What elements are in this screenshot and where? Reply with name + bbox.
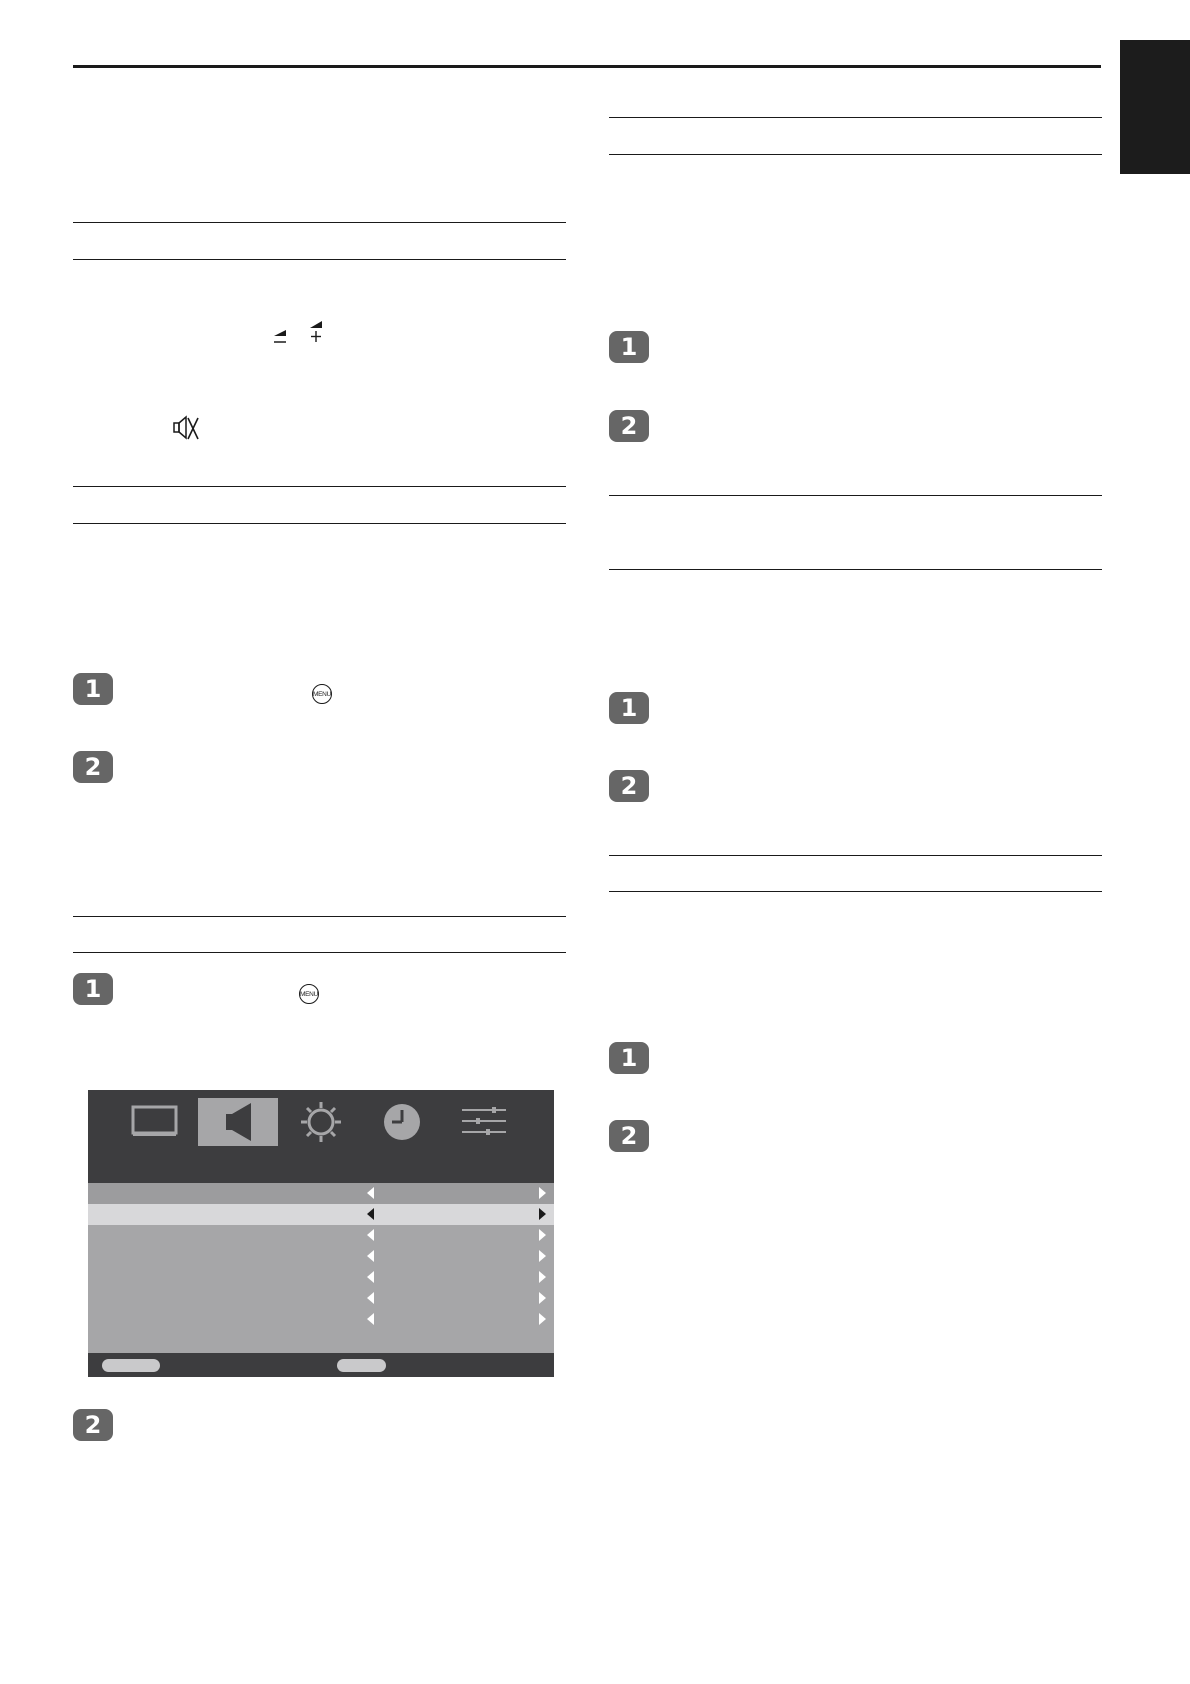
page-top-rule — [73, 65, 1101, 68]
left-arrow-icon[interactable] — [367, 1292, 374, 1304]
osd-menu-row[interactable] — [88, 1267, 554, 1288]
left-arrow-icon[interactable] — [367, 1187, 374, 1199]
step-1-badge: 1 — [73, 973, 113, 1005]
step-1-badge: 1 — [609, 692, 649, 724]
section-rule — [609, 495, 1102, 496]
right-arrow-icon[interactable] — [539, 1313, 546, 1325]
osd-menu-tabs — [88, 1090, 554, 1188]
section-rule — [609, 117, 1102, 118]
section-rule — [73, 222, 566, 223]
footer-key-pill[interactable] — [337, 1359, 386, 1372]
right-arrow-icon[interactable] — [539, 1250, 546, 1262]
right-arrow-icon[interactable] — [539, 1271, 546, 1283]
osd-menu-items — [88, 1183, 554, 1353]
step-1-badge: 1 — [73, 673, 113, 705]
osd-menu-row[interactable] — [88, 1288, 554, 1309]
osd-menu-row[interactable] — [88, 1183, 554, 1204]
footer-key-pill[interactable] — [102, 1359, 160, 1372]
section-rule — [73, 952, 566, 953]
osd-menu-row[interactable] — [88, 1246, 554, 1267]
setup-icon — [442, 1098, 522, 1146]
menu-button-icon: MENU — [312, 684, 332, 704]
step-1-badge: 1 — [609, 1042, 649, 1074]
osd-menu-row[interactable] — [88, 1225, 554, 1246]
right-arrow-icon[interactable] — [539, 1208, 546, 1220]
volume-down-icon — [273, 325, 289, 345]
step-2-badge: 2 — [609, 1120, 649, 1152]
sound-icon — [198, 1098, 278, 1146]
section-rule — [73, 916, 566, 917]
step-1-badge: 1 — [609, 331, 649, 363]
step-2-badge: 2 — [73, 1409, 113, 1441]
left-arrow-icon[interactable] — [367, 1271, 374, 1283]
right-arrow-icon[interactable] — [539, 1292, 546, 1304]
left-arrow-icon[interactable] — [367, 1313, 374, 1325]
left-arrow-icon[interactable] — [367, 1229, 374, 1241]
section-rule — [609, 154, 1102, 155]
section-rule — [73, 259, 566, 260]
section-rule — [609, 855, 1102, 856]
osd-sound-menu — [88, 1090, 554, 1377]
section-rule — [73, 486, 566, 487]
osd-menu-row[interactable] — [88, 1309, 554, 1330]
right-arrow-icon[interactable] — [539, 1229, 546, 1241]
right-arrow-icon[interactable] — [539, 1187, 546, 1199]
section-rule — [73, 523, 566, 524]
timer-icon — [362, 1098, 442, 1146]
osd-menu-row-selected[interactable] — [88, 1204, 554, 1225]
section-rule — [609, 891, 1102, 892]
settings-icon — [281, 1098, 361, 1146]
step-2-badge: 2 — [609, 770, 649, 802]
language-tab — [1120, 40, 1190, 174]
osd-menu-footer — [88, 1353, 554, 1377]
left-arrow-icon[interactable] — [367, 1250, 374, 1262]
section-rule — [609, 569, 1102, 570]
volume-up-icon — [308, 318, 324, 344]
mute-icon — [172, 414, 200, 442]
left-arrow-icon[interactable] — [367, 1208, 374, 1220]
step-2-badge: 2 — [73, 751, 113, 783]
step-2-badge: 2 — [609, 410, 649, 442]
picture-icon — [108, 1098, 188, 1146]
menu-button-icon: MENU — [299, 984, 319, 1004]
